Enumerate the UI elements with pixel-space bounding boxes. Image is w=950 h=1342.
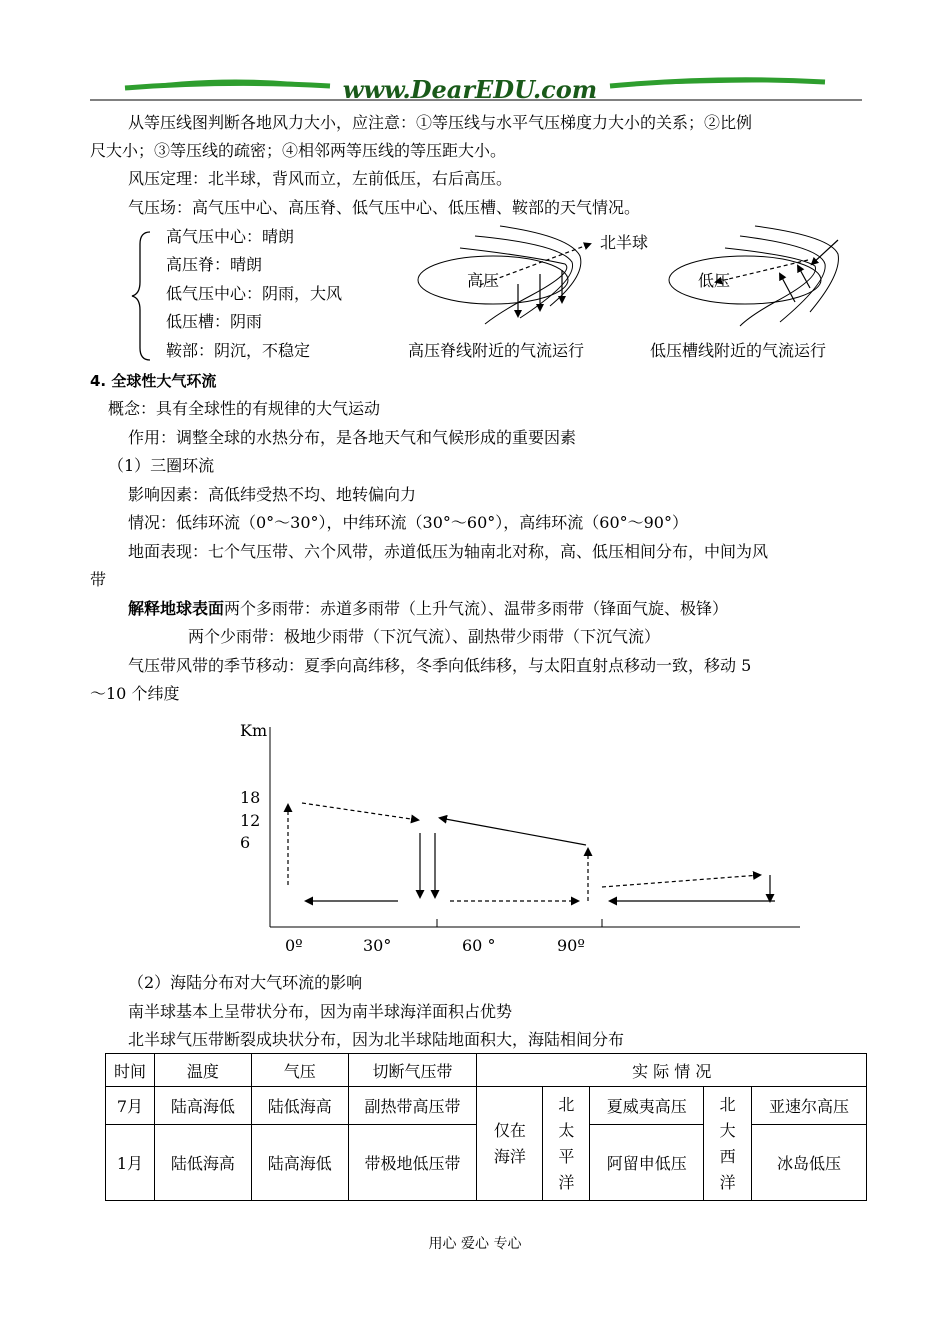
paragraph-1-line-2: 尺大小；③等压线的疏密；④相邻两等压线的等压距大小。 — [90, 141, 507, 160]
low-trough-diagram — [669, 226, 838, 326]
weather-item-low-center: 低气压中心：阴雨，大风 — [166, 284, 343, 303]
paragraph-3: 气压场：高气压中心、高压脊、低气压中心、低压槽、鞍部的天气情况。 — [128, 198, 641, 217]
jul-temperature: 陆高海低 — [154, 1087, 251, 1125]
table-row-july — [106, 1087, 867, 1125]
jan-pressure: 陆高海低 — [251, 1125, 348, 1201]
jul-pressure: 陆低海高 — [251, 1087, 348, 1125]
explain-bold: 解释地球表面 — [128, 599, 225, 618]
high-cell-upper-arrow — [602, 875, 760, 887]
weather-item-high-center: 高气压中心：晴朗 — [166, 227, 295, 246]
weather-item-saddle: 鞍部：阴沉，不稳定 — [166, 341, 311, 360]
surface-line-2: 带 — [90, 570, 107, 589]
seasonal-line-1: 气压带风带的季节移动：夏季向高纬移，冬季向低纬移，与太阳直射点移动一致，移动 5 — [128, 656, 752, 675]
subsection-1-title: （1）三圈环流 — [108, 456, 215, 475]
effect-line: 作用：调整全球的水热分布，是各地天气和气候形成的重要因素 — [128, 428, 577, 447]
hawaii-high-cell: 夏威夷高压 — [590, 1087, 704, 1125]
ridge-caption: 高压脊线附近的气流运行 — [408, 341, 585, 360]
header-temperature: 温度 — [154, 1054, 251, 1087]
x-tick-0: 0º — [285, 936, 303, 955]
aleutian-low-cell: 阿留申低压 — [590, 1125, 704, 1201]
explain-line-1 — [128, 598, 728, 620]
x-tick-60: 60 ° — [462, 936, 496, 955]
jan-temperature: 陆低海高 — [154, 1125, 251, 1201]
header-cut-belt: 切断气压带 — [348, 1054, 477, 1087]
y-tick-18: 18 — [240, 788, 261, 807]
north-hemisphere-label: 北半球 — [600, 233, 649, 252]
surface-line-1: 地面表现：七个气压带、六个风带，赤道低压为轴南北对称，高、低压相间分布，中间为风 — [128, 542, 769, 561]
jan-time: 1月 — [106, 1125, 155, 1201]
sea-land-table — [105, 1053, 867, 1201]
high-ridge-diagram — [418, 226, 648, 324]
header-logo — [0, 60, 950, 105]
explain-rest: 两个多雨带：赤道多雨带（上升气流）、温带多雨带（锋面气旋、极锋） — [224, 599, 729, 618]
explain-line-2: 两个少雨带：极地少雨带（下沉气流）、副热带少雨带（下沉气流） — [188, 627, 661, 646]
paragraph-2: 风压定理：北半球，背风而立，左前低压，右后高压。 — [128, 169, 513, 188]
low-cell-upper-arrow — [302, 803, 418, 820]
jul-cut-belt: 副热带高压带 — [348, 1087, 477, 1125]
y-tick-6: 6 — [240, 833, 251, 852]
circulation-diagram — [230, 715, 810, 965]
subsection-2-title: （2）海陆分布对大气环流的影响 — [128, 973, 363, 992]
situation-line: 情况：低纬环流（0°～30°），中纬环流（30°～60°），高纬环流（60°～90°） — [128, 513, 688, 532]
mid-cell-upper-arrow — [440, 818, 586, 845]
azores-high-cell: 亚速尔高压 — [752, 1087, 867, 1125]
jul-time: 7月 — [106, 1087, 155, 1125]
north-pacific-cell: 北 太 平 洋 — [543, 1087, 590, 1201]
only-ocean-cell: 仅在海洋 — [477, 1087, 543, 1201]
paragraph-1-line-1: 从等压线图判断各地风力大小，应注意：①等压线与水平气压梯度力大小的关系；②比例 — [128, 113, 753, 132]
jan-cut-belt: 带极地低压带 — [348, 1125, 477, 1201]
trough-caption: 低压槽线附近的气流运行 — [650, 341, 827, 360]
table-header-row — [106, 1054, 867, 1087]
north-hemisphere-line: 北半球气压带断裂成块状分布，因为北半球陆地面积大，海陆相间分布 — [128, 1030, 625, 1049]
weather-item-high-ridge: 高压脊：晴朗 — [166, 255, 263, 274]
header-time: 时间 — [106, 1054, 155, 1087]
x-tick-30: 30° — [363, 936, 392, 955]
y-tick-12: 12 — [240, 811, 261, 830]
ridge-label: 高压 — [467, 271, 500, 290]
logo-text: www.DearEDU.com — [342, 75, 598, 104]
header-actual: 实 际 情 况 — [477, 1054, 867, 1087]
concept-line: 概念：具有全球性的有规律的大气运动 — [108, 399, 381, 418]
y-unit-label: Km — [240, 721, 268, 740]
north-atlantic-cell: 北 大 西 洋 — [704, 1087, 752, 1201]
trough-label: 低压 — [698, 271, 731, 290]
iceland-low-cell: 冰岛低压 — [752, 1125, 867, 1201]
seasonal-line-2: ～10 个纬度 — [90, 684, 180, 703]
x-tick-90: 90º — [557, 936, 585, 955]
header-pressure: 气压 — [251, 1054, 348, 1087]
footer-text: 用心 爱心 专心 — [428, 1236, 522, 1252]
brace-icon — [128, 228, 154, 364]
section-4-title: 4. 全球性大气环流 — [90, 372, 217, 390]
pressure-system-diagrams — [400, 222, 870, 334]
weather-item-low-trough: 低压槽：阴雨 — [166, 312, 263, 331]
south-hemisphere-line: 南半球基本上呈带状分布，因为南半球海洋面积占优势 — [128, 1002, 513, 1021]
factor-line: 影响因素：高低纬受热不均、地转偏向力 — [128, 485, 417, 504]
